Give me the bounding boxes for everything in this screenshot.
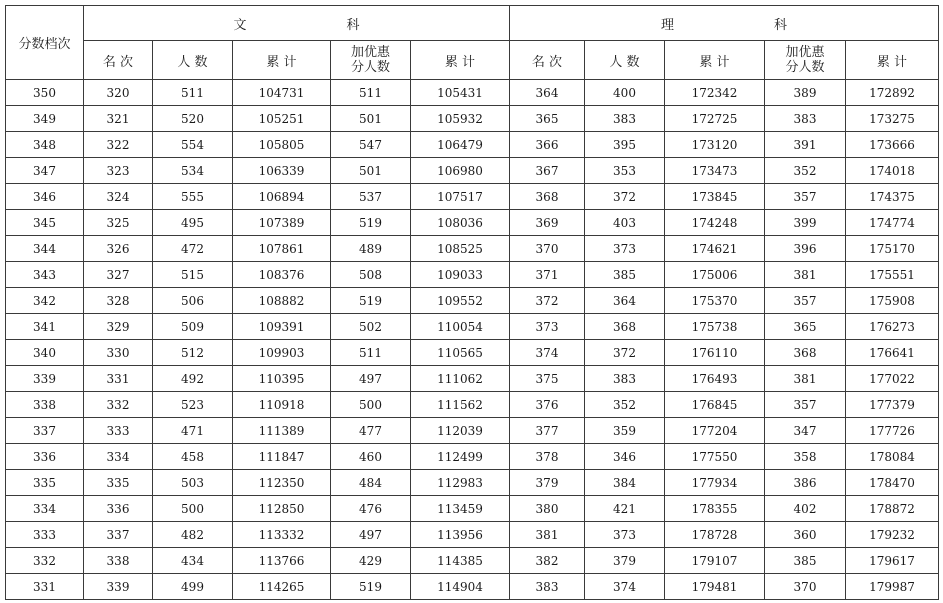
table-row (6, 340, 939, 366)
sci-bonus-count-cell: 358 (765, 444, 846, 470)
sci-cumulative-bonus-cell: 178084 (846, 444, 939, 470)
la-count-cell: 503 (153, 470, 233, 496)
la-cumulative-bonus-cell: 106980 (411, 158, 510, 184)
la-count-cell: 523 (153, 392, 233, 418)
la-bonus-count-cell: 484 (331, 470, 411, 496)
sci-bonus-count-cell: 370 (765, 574, 846, 600)
sci-rank-cell: 378 (510, 444, 585, 470)
score-band-cell: 338 (6, 392, 84, 418)
la-bonus-count-cell: 497 (331, 522, 411, 548)
la-cumulative-cell: 107861 (233, 236, 331, 262)
table-row (6, 470, 939, 496)
sci-count-cell: 384 (585, 470, 665, 496)
table-row (6, 314, 939, 340)
table-row (6, 574, 939, 600)
table-row (6, 288, 939, 314)
la-rank-cell: 321 (84, 106, 153, 132)
sci-rank-cell: 371 (510, 262, 585, 288)
la-bonus-count-cell: 511 (331, 340, 411, 366)
la-rank-cell: 333 (84, 418, 153, 444)
sci-cumulative-cell: 179481 (665, 574, 765, 600)
la-bonus-count-cell: 537 (331, 184, 411, 210)
sci-count-cell: 385 (585, 262, 665, 288)
table-row (6, 444, 939, 470)
la-count-cell: 520 (153, 106, 233, 132)
sci-cumulative-cell: 173473 (665, 158, 765, 184)
la-cumulative-bonus-cell: 107517 (411, 184, 510, 210)
la-count-cell: 458 (153, 444, 233, 470)
la-rank-cell: 323 (84, 158, 153, 184)
science-cumulative-with-bonus-header: 累 计 (846, 41, 939, 80)
sci-cumulative-cell: 172342 (665, 80, 765, 106)
sci-rank-cell: 369 (510, 210, 585, 236)
sci-count-cell: 403 (585, 210, 665, 236)
sci-cumulative-cell: 175370 (665, 288, 765, 314)
la-cumulative-bonus-cell: 113956 (411, 522, 510, 548)
la-count-cell: 471 (153, 418, 233, 444)
sci-cumulative-bonus-cell: 176641 (846, 340, 939, 366)
sci-bonus-count-cell: 386 (765, 470, 846, 496)
sci-cumulative-bonus-cell: 177726 (846, 418, 939, 444)
score-band-header: 分数档次 (6, 6, 84, 80)
score-band-cell: 339 (6, 366, 84, 392)
la-cumulative-bonus-cell: 105932 (411, 106, 510, 132)
sci-cumulative-bonus-cell: 174018 (846, 158, 939, 184)
table-row (6, 80, 939, 106)
sci-cumulative-bonus-cell: 173275 (846, 106, 939, 132)
table-row (6, 418, 939, 444)
sci-cumulative-bonus-cell: 177022 (846, 366, 939, 392)
sci-bonus-count-cell: 357 (765, 392, 846, 418)
la-rank-cell: 325 (84, 210, 153, 236)
sci-cumulative-cell: 175738 (665, 314, 765, 340)
la-bonus-count-cell: 460 (331, 444, 411, 470)
la-cumulative-cell: 107389 (233, 210, 331, 236)
score-band-cell: 337 (6, 418, 84, 444)
la-bonus-count-cell: 476 (331, 496, 411, 522)
sci-cumulative-bonus-cell: 178872 (846, 496, 939, 522)
score-band-cell: 336 (6, 444, 84, 470)
la-bonus-count-cell: 501 (331, 106, 411, 132)
sci-cumulative-cell: 178728 (665, 522, 765, 548)
sci-count-cell: 364 (585, 288, 665, 314)
score-band-cell: 342 (6, 288, 84, 314)
la-count-cell: 515 (153, 262, 233, 288)
la-rank-cell: 338 (84, 548, 153, 574)
score-band-cell: 331 (6, 574, 84, 600)
sci-bonus-count-cell: 385 (765, 548, 846, 574)
science-header (510, 6, 939, 41)
sci-cumulative-bonus-cell: 172892 (846, 80, 939, 106)
sci-cumulative-cell: 175006 (665, 262, 765, 288)
la-cumulative-bonus-cell: 114385 (411, 548, 510, 574)
la-bonus-count-cell: 477 (331, 418, 411, 444)
sci-count-cell: 383 (585, 106, 665, 132)
la-cumulative-cell: 110395 (233, 366, 331, 392)
sci-cumulative-cell: 172725 (665, 106, 765, 132)
sci-cumulative-bonus-cell: 175551 (846, 262, 939, 288)
sci-cumulative-bonus-cell: 179987 (846, 574, 939, 600)
la-count-cell: 495 (153, 210, 233, 236)
sci-bonus-count-cell: 368 (765, 340, 846, 366)
la-cumulative-cell: 111847 (233, 444, 331, 470)
sci-rank-cell: 368 (510, 184, 585, 210)
sci-cumulative-bonus-cell: 175908 (846, 288, 939, 314)
sci-rank-cell: 367 (510, 158, 585, 184)
sci-rank-cell: 372 (510, 288, 585, 314)
score-band-cell: 349 (6, 106, 84, 132)
la-cumulative-bonus-cell: 111562 (411, 392, 510, 418)
table-row (6, 132, 939, 158)
la-cumulative-cell: 111389 (233, 418, 331, 444)
science-label-1: 理 (660, 17, 674, 33)
la-cumulative-cell: 106894 (233, 184, 331, 210)
la-bonus-count-cell: 519 (331, 574, 411, 600)
table-row (6, 184, 939, 210)
la-cumulative-cell: 106339 (233, 158, 331, 184)
sci-rank-cell: 377 (510, 418, 585, 444)
la-bonus-count-cell: 429 (331, 548, 411, 574)
sci-count-cell: 383 (585, 366, 665, 392)
sci-cumulative-cell: 173120 (665, 132, 765, 158)
la-cumulative-cell: 114265 (233, 574, 331, 600)
la-count-cell: 472 (153, 236, 233, 262)
la-cumulative-bonus-cell: 111062 (411, 366, 510, 392)
sci-count-cell: 372 (585, 340, 665, 366)
liberal-arts-count-header: 人 数 (153, 41, 233, 80)
la-cumulative-bonus-cell: 112983 (411, 470, 510, 496)
sci-cumulative-bonus-cell: 179617 (846, 548, 939, 574)
la-count-cell: 511 (153, 80, 233, 106)
la-cumulative-cell: 108376 (233, 262, 331, 288)
la-cumulative-bonus-cell: 112039 (411, 418, 510, 444)
sci-rank-cell: 382 (510, 548, 585, 574)
la-bonus-count-cell: 489 (331, 236, 411, 262)
la-cumulative-cell: 109391 (233, 314, 331, 340)
score-band-cell: 340 (6, 340, 84, 366)
sci-cumulative-bonus-cell: 178470 (846, 470, 939, 496)
la-cumulative-cell: 112850 (233, 496, 331, 522)
score-band-cell: 346 (6, 184, 84, 210)
la-rank-cell: 332 (84, 392, 153, 418)
sci-rank-cell: 374 (510, 340, 585, 366)
sci-count-cell: 395 (585, 132, 665, 158)
la-rank-cell: 336 (84, 496, 153, 522)
la-cumulative-cell: 109903 (233, 340, 331, 366)
sci-rank-cell: 380 (510, 496, 585, 522)
sci-count-cell: 374 (585, 574, 665, 600)
la-bonus-count-cell: 502 (331, 314, 411, 340)
sci-count-cell: 352 (585, 392, 665, 418)
sci-rank-cell: 381 (510, 522, 585, 548)
la-cumulative-cell: 105805 (233, 132, 331, 158)
sci-count-cell: 373 (585, 236, 665, 262)
la-count-cell: 506 (153, 288, 233, 314)
score-band-cell: 341 (6, 314, 84, 340)
sci-bonus-count-cell: 357 (765, 288, 846, 314)
sci-rank-cell: 373 (510, 314, 585, 340)
sci-bonus-count-cell: 347 (765, 418, 846, 444)
sci-cumulative-cell: 179107 (665, 548, 765, 574)
science-count-header: 人 数 (585, 41, 665, 80)
la-bonus-count-cell: 508 (331, 262, 411, 288)
score-band-cell: 335 (6, 470, 84, 496)
science-label-2: 科 (774, 17, 788, 33)
sci-rank-cell: 375 (510, 366, 585, 392)
sci-bonus-count-cell: 381 (765, 366, 846, 392)
sci-cumulative-bonus-cell: 179232 (846, 522, 939, 548)
science-bonus-count-header: 加优惠 分人数 (765, 41, 846, 80)
liberal-arts-label-1: 文 (233, 17, 247, 33)
sci-count-cell: 400 (585, 80, 665, 106)
la-rank-cell: 339 (84, 574, 153, 600)
la-rank-cell: 334 (84, 444, 153, 470)
sci-rank-cell: 376 (510, 392, 585, 418)
table-row (6, 392, 939, 418)
sci-rank-cell: 383 (510, 574, 585, 600)
sci-bonus-count-cell: 381 (765, 262, 846, 288)
la-rank-cell: 324 (84, 184, 153, 210)
sci-bonus-count-cell: 360 (765, 522, 846, 548)
sci-bonus-count-cell: 402 (765, 496, 846, 522)
table-row (6, 210, 939, 236)
liberal-arts-bonus-count-header: 加优惠 分人数 (331, 41, 411, 80)
table-row (6, 158, 939, 184)
sci-bonus-count-cell: 399 (765, 210, 846, 236)
liberal-arts-cumulative-header: 累 计 (233, 41, 331, 80)
la-bonus-count-cell: 500 (331, 392, 411, 418)
la-bonus-count-cell: 511 (331, 80, 411, 106)
score-band-cell: 350 (6, 80, 84, 106)
la-cumulative-bonus-cell: 108525 (411, 236, 510, 262)
sci-bonus-count-cell: 396 (765, 236, 846, 262)
la-cumulative-cell: 113332 (233, 522, 331, 548)
score-band-cell: 333 (6, 522, 84, 548)
sci-cumulative-bonus-cell: 176273 (846, 314, 939, 340)
la-count-cell: 499 (153, 574, 233, 600)
science-rank-header: 名 次 (510, 41, 585, 80)
sci-bonus-count-cell: 365 (765, 314, 846, 340)
table-row (6, 236, 939, 262)
la-rank-cell: 327 (84, 262, 153, 288)
la-count-cell: 434 (153, 548, 233, 574)
sci-cumulative-cell: 174248 (665, 210, 765, 236)
sci-count-cell: 359 (585, 418, 665, 444)
la-count-cell: 492 (153, 366, 233, 392)
sci-cumulative-cell: 178355 (665, 496, 765, 522)
la-rank-cell: 329 (84, 314, 153, 340)
la-cumulative-bonus-cell: 113459 (411, 496, 510, 522)
sci-cumulative-cell: 173845 (665, 184, 765, 210)
la-count-cell: 512 (153, 340, 233, 366)
liberal-arts-label-2: 科 (346, 17, 360, 33)
la-bonus-count-cell: 519 (331, 210, 411, 236)
score-band-cell: 344 (6, 236, 84, 262)
sci-bonus-count-cell: 383 (765, 106, 846, 132)
score-band-cell: 343 (6, 262, 84, 288)
la-rank-cell: 326 (84, 236, 153, 262)
sci-rank-cell: 366 (510, 132, 585, 158)
table-row (6, 496, 939, 522)
sci-count-cell: 373 (585, 522, 665, 548)
table-row (6, 262, 939, 288)
sci-bonus-count-cell: 389 (765, 80, 846, 106)
la-bonus-count-cell: 497 (331, 366, 411, 392)
sci-cumulative-cell: 177204 (665, 418, 765, 444)
la-cumulative-cell: 105251 (233, 106, 331, 132)
liberal-arts-cumulative-with-bonus-header: 累 计 (411, 41, 510, 80)
la-cumulative-cell: 113766 (233, 548, 331, 574)
la-count-cell: 554 (153, 132, 233, 158)
sci-rank-cell: 370 (510, 236, 585, 262)
score-band-cell: 345 (6, 210, 84, 236)
la-cumulative-bonus-cell: 108036 (411, 210, 510, 236)
sci-cumulative-bonus-cell: 177379 (846, 392, 939, 418)
sci-cumulative-cell: 176493 (665, 366, 765, 392)
la-cumulative-bonus-cell: 112499 (411, 444, 510, 470)
sci-cumulative-bonus-cell: 173666 (846, 132, 939, 158)
la-bonus-count-cell: 547 (331, 132, 411, 158)
sci-cumulative-cell: 174621 (665, 236, 765, 262)
score-band-cell: 347 (6, 158, 84, 184)
sci-count-cell: 372 (585, 184, 665, 210)
table-row (6, 106, 939, 132)
sci-cumulative-cell: 176845 (665, 392, 765, 418)
la-count-cell: 509 (153, 314, 233, 340)
sci-bonus-count-cell: 352 (765, 158, 846, 184)
la-cumulative-cell: 110918 (233, 392, 331, 418)
sci-cumulative-cell: 177934 (665, 470, 765, 496)
sci-count-cell: 368 (585, 314, 665, 340)
table-row (6, 548, 939, 574)
liberal-arts-header (84, 6, 510, 41)
la-cumulative-cell: 108882 (233, 288, 331, 314)
la-rank-cell: 331 (84, 366, 153, 392)
sci-cumulative-cell: 177550 (665, 444, 765, 470)
la-count-cell: 500 (153, 496, 233, 522)
sci-rank-cell: 364 (510, 80, 585, 106)
la-cumulative-bonus-cell: 109552 (411, 288, 510, 314)
la-cumulative-bonus-cell: 110054 (411, 314, 510, 340)
la-rank-cell: 322 (84, 132, 153, 158)
la-rank-cell: 337 (84, 522, 153, 548)
table-row (6, 522, 939, 548)
score-band-cell: 348 (6, 132, 84, 158)
sci-cumulative-bonus-cell: 174774 (846, 210, 939, 236)
la-rank-cell: 335 (84, 470, 153, 496)
la-cumulative-bonus-cell: 105431 (411, 80, 510, 106)
la-bonus-count-cell: 519 (331, 288, 411, 314)
la-cumulative-bonus-cell: 110565 (411, 340, 510, 366)
score-band-cell: 332 (6, 548, 84, 574)
sci-rank-cell: 365 (510, 106, 585, 132)
la-cumulative-bonus-cell: 114904 (411, 574, 510, 600)
la-rank-cell: 330 (84, 340, 153, 366)
la-bonus-count-cell: 501 (331, 158, 411, 184)
table-row (6, 366, 939, 392)
la-rank-cell: 320 (84, 80, 153, 106)
la-count-cell: 534 (153, 158, 233, 184)
la-cumulative-bonus-cell: 106479 (411, 132, 510, 158)
sci-rank-cell: 379 (510, 470, 585, 496)
la-rank-cell: 328 (84, 288, 153, 314)
sci-cumulative-bonus-cell: 174375 (846, 184, 939, 210)
liberal-arts-rank-header: 名 次 (84, 41, 153, 80)
la-cumulative-bonus-cell: 109033 (411, 262, 510, 288)
la-count-cell: 555 (153, 184, 233, 210)
la-cumulative-cell: 112350 (233, 470, 331, 496)
sci-cumulative-bonus-cell: 175170 (846, 236, 939, 262)
sci-bonus-count-cell: 357 (765, 184, 846, 210)
sci-count-cell: 379 (585, 548, 665, 574)
la-count-cell: 482 (153, 522, 233, 548)
sci-count-cell: 346 (585, 444, 665, 470)
score-table (5, 5, 939, 600)
la-cumulative-cell: 104731 (233, 80, 331, 106)
sci-count-cell: 353 (585, 158, 665, 184)
sci-bonus-count-cell: 391 (765, 132, 846, 158)
sci-cumulative-cell: 176110 (665, 340, 765, 366)
score-band-cell: 334 (6, 496, 84, 522)
science-cumulative-header: 累 计 (665, 41, 765, 80)
sci-count-cell: 421 (585, 496, 665, 522)
